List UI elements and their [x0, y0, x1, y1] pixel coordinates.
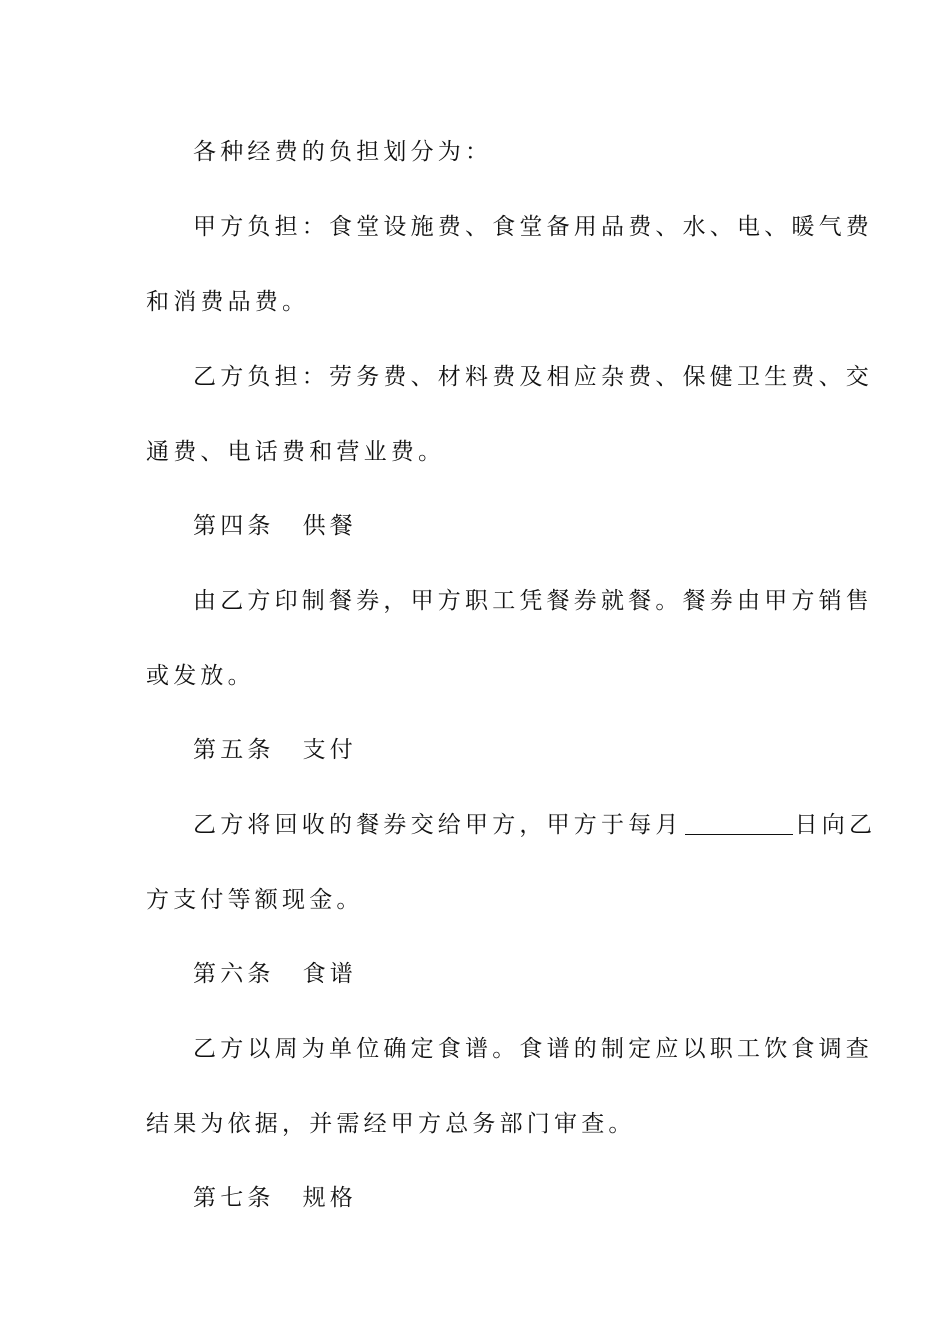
article-6-heading	[146, 959, 853, 989]
paragraph-menu-cont	[146, 1109, 806, 1139]
paragraph-payment-cont	[146, 885, 806, 915]
paragraph-text: 甲方负担：食堂设施费、食堂备用品费、水、电、暖气费	[193, 214, 873, 240]
paragraph-party-a-burden	[146, 212, 873, 242]
article-number: 第五条	[193, 737, 275, 763]
paragraph-text: 乙方以周为单位确定食谱。食谱的制定应以职工饮食调查	[193, 1036, 873, 1062]
article-number: 第四条	[193, 513, 275, 539]
paragraph-text: 乙方负担：劳务费、材料费及相应杂费、保健卫生费、交	[193, 364, 873, 390]
paragraph-text: 或发放。	[146, 663, 255, 689]
paragraph-expense-division	[146, 137, 853, 167]
paragraph-text: 日向乙	[794, 812, 877, 838]
paragraph-meal-service-cont	[146, 661, 806, 691]
article-title: 供餐	[302, 513, 358, 539]
paragraph-text: 通费、电话费和营业费。	[146, 439, 446, 465]
article-5-heading	[146, 735, 853, 765]
paragraph-meal-service	[146, 586, 873, 616]
article-title: 规格	[302, 1185, 358, 1211]
paragraph-text: 由乙方印制餐券，甲方职工凭餐券就餐。餐券由甲方销售	[193, 588, 873, 614]
paragraph-text: 结果为依据，并需经甲方总务部门审查。	[146, 1111, 636, 1137]
article-title: 支付	[302, 737, 358, 763]
article-number: 第六条	[193, 961, 275, 987]
paragraph-text: 方支付等额现金。	[146, 887, 364, 913]
article-number: 第七条	[193, 1185, 275, 1211]
paragraph-party-b-burden-cont	[146, 437, 806, 467]
paragraph-menu	[146, 1034, 873, 1064]
article-title: 食谱	[302, 961, 358, 987]
paragraph-party-a-burden-cont	[146, 287, 806, 317]
paragraph-text: 各种经费的负担划分为：	[193, 139, 493, 165]
article-4-heading	[146, 511, 853, 541]
article-7-heading	[146, 1183, 853, 1213]
paragraph-text: 乙方将回收的餐券交给甲方，甲方于每月	[193, 812, 683, 838]
paragraph-text: 和消费品费。	[146, 289, 310, 315]
paragraph-party-b-burden	[146, 362, 873, 392]
paragraph-payment	[146, 810, 877, 840]
fill-in-blank-day	[685, 812, 793, 835]
